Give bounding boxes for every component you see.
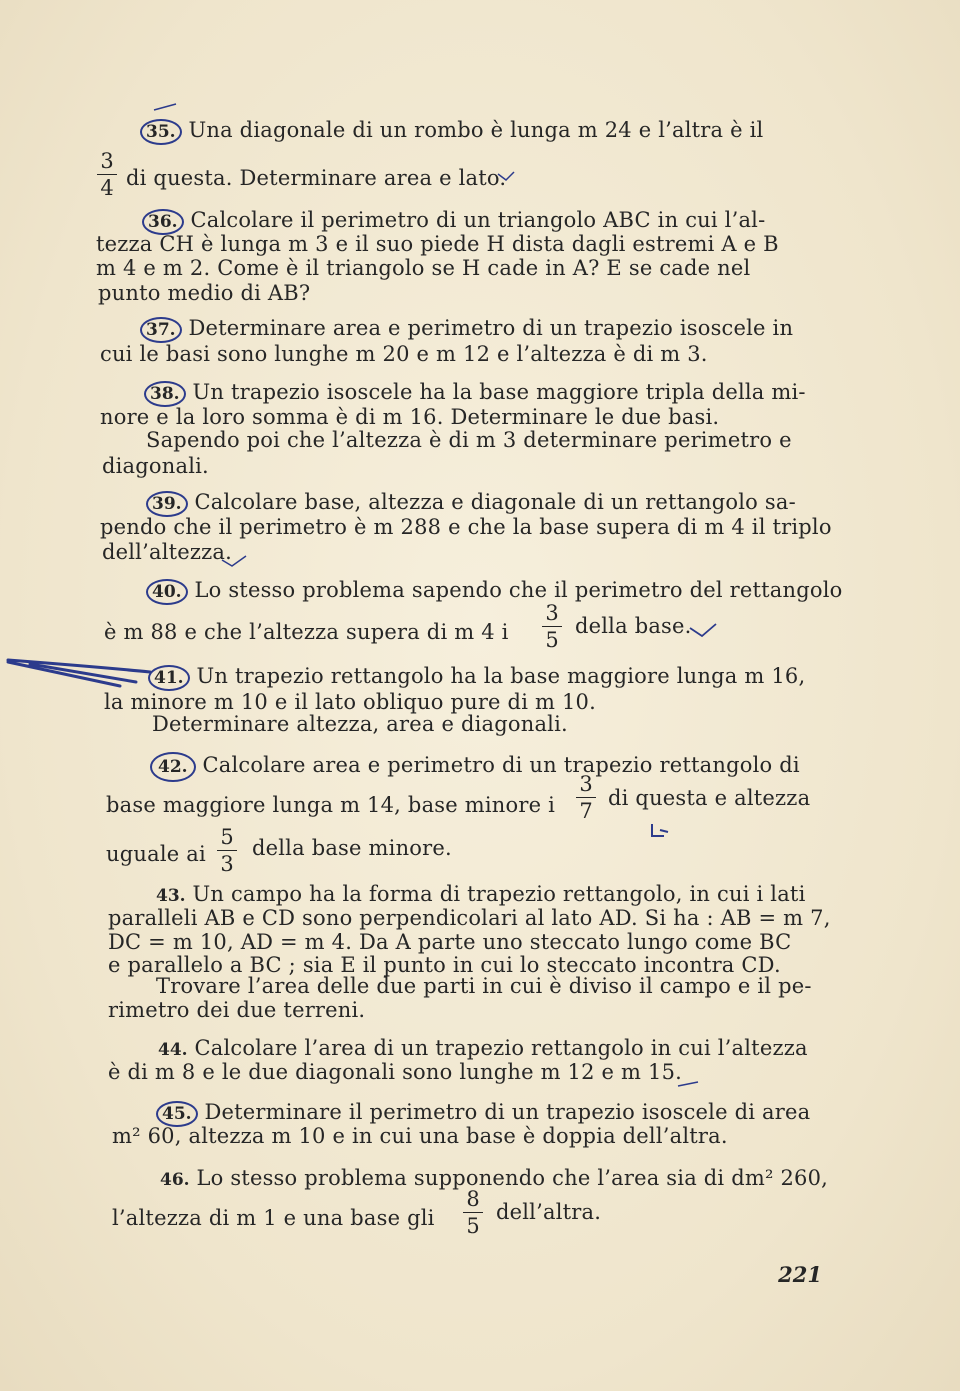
problem-46-number: 46. [160,1170,190,1190]
problem-44-number: 44. [158,1040,188,1060]
ink-arrow-41 [8,660,150,686]
problem-46-line-1: 46. Lo stesso problema supponendo che l’area sia di dm² 260, [160,1166,829,1190]
problem-41-number: 41. [148,665,190,691]
problem-40-line-2a: è m 88 e che l’altezza supera di m 4 i [104,620,509,644]
problem-40-number: 40. [146,579,188,605]
problem-45-line-1: 45. Determinare il perimetro di un trapezio isoscele di area [156,1100,810,1127]
problem-41-line-2: la minore m 10 e il lato obliquo pure di m 10. [104,690,596,714]
problem-43-line-1: 43. Un campo ha la forma di trapezio rettangolo, in cui i lati [156,882,806,906]
problem-36-line-3: m 4 e m 2. Come è il triangolo se H cade in A? E se cade nel [96,256,751,280]
problem-36-line-2: tezza CH è lunga m 3 e il suo piede H dista dagli estremi A e B [96,232,779,256]
problem-35-line-1: 35. Una diagonale di un rombo è lunga m 24 e l’altra è il [140,118,763,145]
problem-42-fraction-1: 3 7 [573,773,599,822]
problem-44-line-2: è di m 8 e le due diagonali sono lunghe m 12 e m 15. [108,1060,683,1084]
problem-36-line-1: 36. Calcolare il perimetro di un triangolo ABC in cui l’al- [142,208,765,235]
problem-40-line-2b: della base. [575,614,692,638]
problem-35-fraction: 3 4 [94,150,120,199]
problem-42-line-1: 42. Calcolare area e perimetro di un trapezio rettangolo di [150,752,800,782]
problem-42-line-3b: della base minore. [252,836,452,860]
problem-39-line-2: pendo che il perimetro è m 288 e che la base supera di m 4 il triplo [100,515,832,539]
problem-42-line-3a: uguale ai [106,842,206,866]
problem-46-fraction: 8 5 [460,1188,486,1237]
problem-38-line-4: diagonali. [102,454,209,478]
ink-check-35 [498,172,514,180]
ink-mark-42 [652,824,668,836]
problem-39-line-3: dell’altezza. [102,540,233,564]
problem-39-number: 39. [146,491,188,517]
problem-40-line-1: 40. Lo stesso problema sapendo che il perimetro del rettangolo [146,578,842,605]
problem-41-line-1: 41. Un trapezio rettangolo ha la base maggiore lunga m 16, [148,664,805,691]
ink-mark-45 [678,1082,698,1086]
problem-38-line-3: Sapendo poi che l’altezza è di m 3 determinare perimetro e [146,428,792,452]
problem-37-number: 37. [140,317,182,343]
problem-41-line-3: Determinare altezza, area e diagonali. [152,712,568,736]
problem-46-line-2a: l’altezza di m 1 e una base gli [112,1206,435,1230]
page-number: 221 [778,1262,822,1287]
problem-39-line-1: 39. Calcolare base, altezza e diagonale di un rettangolo sa- [146,490,796,517]
problem-43-line-5: Trovare l’area delle due parti in cui è diviso il campo e il pe- [156,974,812,998]
problem-42-line-2b: di questa e altezza [608,786,811,810]
problem-37-line-2: cui le basi sono lunghe m 20 e m 12 e l’altezza è di m 3. [100,342,708,366]
problem-35-line-2: di questa. Determinare area e lato. [126,166,507,190]
ink-check-39 [222,556,246,566]
problem-43-line-2: paralleli AB e CD sono perpendicolari al lato AD. Si ha : AB = m 7, [108,906,831,930]
problem-42-line-2a: base maggiore lunga m 14, base minore i [106,793,556,817]
problem-38-line-1: 38. Un trapezio isoscele ha la base maggiore tripla della mi- [144,380,806,407]
problem-35-number: 35. [140,119,182,145]
problem-43-line-3: DC = m 10, AD = m 4. Da A parte uno steccato lungo come BC [108,930,792,954]
problem-45-line-2: m² 60, altezza m 10 e in cui una base è doppia dell’altra. [112,1124,728,1148]
problem-44-line-1: 44. Calcolare l’area di un trapezio rettangolo in cui l’altezza [158,1036,808,1060]
problem-40-fraction: 3 5 [539,602,565,651]
problem-42-fraction-2: 5 3 [214,826,240,875]
problem-42-number: 42. [150,752,196,782]
problem-36-line-4: punto medio di AB? [98,281,311,305]
problem-46-line-2b: dell’altra. [496,1200,602,1224]
problem-36-number: 36. [142,209,184,235]
ink-mark-top [154,104,176,110]
problem-45-number: 45. [156,1101,198,1127]
problem-43-number: 43. [156,886,186,906]
problem-38-number: 38. [144,381,186,407]
problem-38-line-2: nore e la loro somma è di m 16. Determinare le due basi. [100,405,720,429]
problem-43-line-6: rimetro dei due terreni. [108,998,366,1022]
problem-43-line-4: e parallelo a BC ; sia E il punto in cui lo steccato incontra CD. [108,953,781,977]
problem-37-line-1: 37. Determinare area e perimetro di un trapezio isoscele in [140,316,793,343]
ink-check-40 [690,624,716,636]
